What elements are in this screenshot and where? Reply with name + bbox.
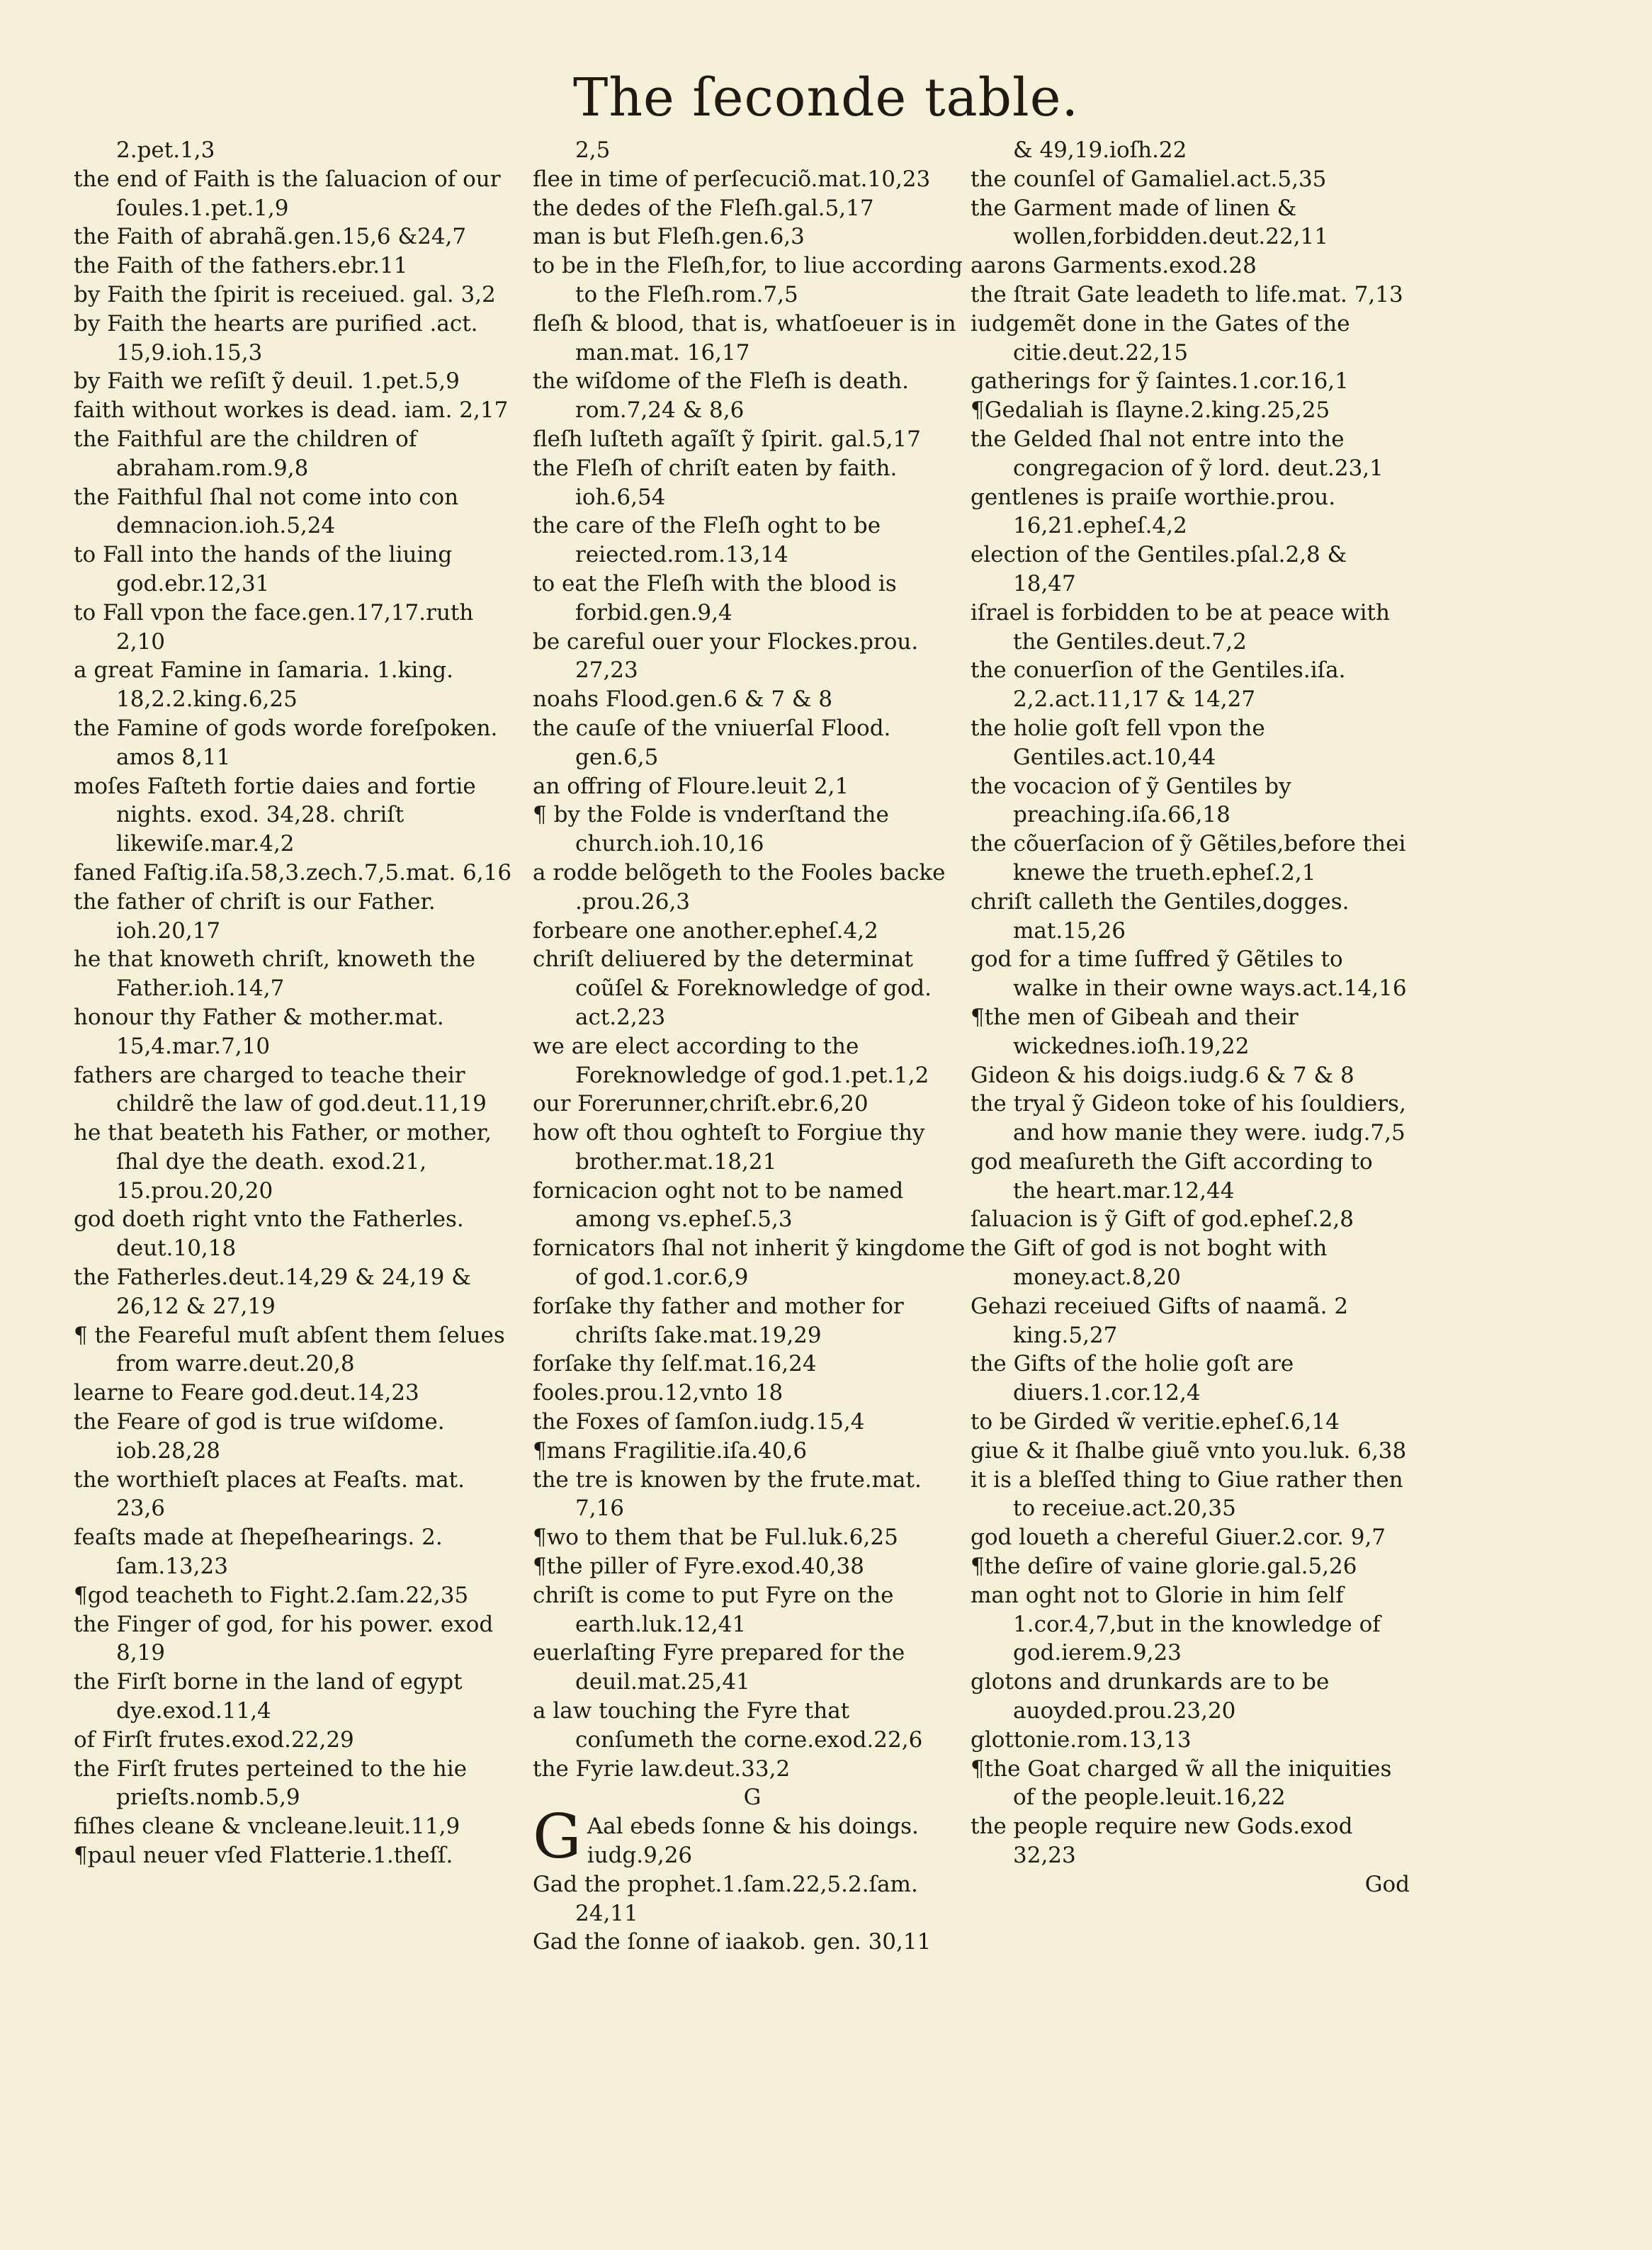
index-entry: an offring of Floure.leuit 2,1	[533, 773, 849, 799]
index-entry: feaſts made at ſhepeſhearings. 2. ſam.13,23	[74, 1525, 443, 1580]
index-entry: ¶the piller of Fyre.exod.40,38	[533, 1554, 864, 1580]
index-entry: god for a time ſuffred ỹ Gẽtiles to walke in their owne ways.act.14,16	[971, 946, 1407, 1002]
index-entry: honour thy Father & mother.mat. 15,4.mar.7,10	[74, 1004, 444, 1059]
index-entry: moſes Faſteth fortie daies and fortie nights. exod. 34,28. chriſt likewiſe.mar.4,2	[74, 773, 476, 857]
index-entry: to Fall vpon the face.gen.17,17.ruth 2,10	[74, 599, 474, 655]
index-entry: ¶mans Fragilitie.iſa.40,6	[533, 1437, 808, 1464]
index-entry: he that knoweth chriſt, knoweth the Father.ioh.14,7	[74, 946, 475, 1002]
section-letter-heading: G	[743, 1785, 762, 1811]
index-entry: chriſt is come to put Fyre on the earth.luk.12,41	[533, 1582, 894, 1637]
index-entry: & 49,19.ioſh.22	[1013, 137, 1187, 163]
index-entry: the holie goſt fell vpon the Gentiles.act.10,44	[971, 715, 1265, 770]
index-entry: god loueth a chereful Giuer.2.cor. 9,7	[971, 1525, 1386, 1551]
index-entry: fornicators ſhal not inherit ỹ kingdome of god.1.cor.6,9	[533, 1236, 966, 1291]
index-entry: God	[1364, 1871, 1410, 1897]
index-entry: iudgemẽt done in the Gates of the citie.deut.22,15	[971, 310, 1350, 366]
index-column-3	[971, 136, 1410, 1899]
index-entry: the Faithful are the children of abraham.rom.9,8	[74, 426, 417, 481]
index-entry: the worthieſt places at Feaſts. mat. 23,6	[74, 1466, 465, 1522]
index-entry: Gad the ſonne of iaakob. gen. 30,11	[533, 1929, 932, 1955]
index-entry: the vocacion of ỹ Gentiles by preaching.iſa.66,18	[971, 773, 1291, 828]
index-entry: ¶the Goat charged w̃ all the iniquities of the people.leuit.16,22	[971, 1756, 1392, 1811]
index-entry: the Fatherles.deut.14,29 & 24,19 & 26,12 & 27,19	[74, 1265, 471, 1319]
index-entry: the Faith of the fathers.ebr.11	[74, 253, 408, 279]
index-entry: glotons and drunkards are to be auoyded.prou.23,20	[971, 1669, 1330, 1724]
index-entry: the conuerſion of the Gentiles.iſa. 2,2.act.11,17 & 14,27	[971, 657, 1346, 713]
index-entry: ¶the men of Gibeah and their wickednes.ioſh.19,22	[971, 1004, 1299, 1059]
index-entry: the Foxes of ſamſon.iudg.15,4	[533, 1409, 865, 1435]
index-entry: to be Girded w̃ veritie.epheſ.6,14	[971, 1409, 1340, 1435]
index-entry: the Feare of god is true wiſdome. iob.28,28	[74, 1409, 445, 1464]
index-entry: he that beateth his Father, or mother, ſhal dye the death. exod.21, 15.prou.20,20	[74, 1120, 492, 1204]
index-entry: a law touching the Fyre that conſumeth the corne.exod.22,6	[533, 1698, 923, 1753]
index-entry: the Fyrie law.deut.33,2	[533, 1756, 791, 1782]
index-entry: the Firſt frutes perteined to the hie prieſts.nomb.5,9	[74, 1756, 468, 1811]
index-entry: ¶ the Feareful muſt abſent them ſelues from warre.deut.20,8	[74, 1322, 505, 1377]
index-entry: the counſel of Gamaliel.act.5,35	[971, 166, 1327, 192]
index-entry: ¶ by the Folde is vnderſtand the church.ioh.10,16	[533, 802, 889, 857]
index-entry: election of the Gentiles.pſal.2,8 & 18,47	[971, 542, 1347, 597]
index-entry: the tre is knowen by the frute.mat. 7,16	[533, 1466, 922, 1522]
index-entry: fiſhes cleane & vncleane.leuit.11,9	[74, 1814, 460, 1840]
index-entry: the father of chriſt is our Father. ioh.20,17	[74, 888, 436, 944]
index-entry: ¶wo to them that be Ful.luk.6,25	[533, 1525, 898, 1551]
index-entry: euerlaſting Fyre prepared for the deuil.mat.25,41	[533, 1640, 905, 1695]
index-entry: the Finger of god, for his power. exod 8,19	[74, 1611, 494, 1666]
index-entry: chriſt deliuered by the determinat coũſel & Foreknowledge of god. act.2,23	[533, 946, 932, 1030]
index-entry: the Firſt borne in the land of egypt dye.exod.11,4	[74, 1669, 463, 1724]
index-entry: fleſh & blood, that is, whatſoeuer is in man.mat. 16,17	[533, 310, 956, 366]
index-entry: gatherings for ỹ ſaintes.1.cor.16,1	[971, 368, 1349, 395]
index-entry: forſake thy father and mother for chriſts ſake.mat.19,29	[533, 1293, 904, 1348]
index-entry: the Faithful ſhal not come into con demnacion.ioh.5,24	[74, 484, 459, 539]
index-entry: Gad the prophet.1.ſam.22,5.2.ſam. 24,11	[533, 1871, 918, 1926]
index-entry: god doeth right vnto the Fatherles. deut.10,18	[74, 1206, 464, 1262]
index-entry: the Gift of god is not boght with money.act.8,20	[971, 1236, 1328, 1291]
index-entry: the wiſdome of the Fleſh is death. rom.7,24 & 8,6	[533, 368, 909, 424]
index-entry: man is but Fleſh.gen.6,3	[533, 224, 805, 250]
index-entry: noahs Flood.gen.6 & 7 & 8	[533, 686, 833, 713]
index-entry: ¶Gedaliah is ſlayne.2.king.25,25	[971, 397, 1330, 424]
index-entry: ſaluacion is ỹ Gift of god.epheſ.2,8	[971, 1206, 1354, 1233]
index-entry: the cauſe of the vniuerſal Flood. gen.6,5	[533, 715, 891, 770]
index-entry: fathers are charged to teache their childrẽ the law of god.deut.11,19	[74, 1062, 487, 1117]
index-entry: glottonie.rom.13,13	[971, 1726, 1192, 1753]
index-entry: by Faith we reſiſt ỹ deuil. 1.pet.5,9	[74, 368, 460, 395]
index-entry: chriſt calleth the Gentiles,dogges. mat.15,26	[971, 888, 1350, 944]
index-entry: ¶the deſire of vaine glorie.gal.5,26	[971, 1554, 1357, 1580]
index-entry: the ſtrait Gate leadeth to life.mat. 7,13	[971, 281, 1403, 307]
index-entry: ¶god teacheth to Fight.2.ſam.22,35	[74, 1582, 469, 1608]
index-entry: by Faith the ſpirit is receiued. gal. 3,2	[74, 281, 496, 307]
index-entry: forbeare one another.epheſ.4,2	[533, 917, 878, 944]
index-entry: the Famine of gods worde foreſpoken. amos 8,11	[74, 715, 498, 770]
index-entry: iſrael is forbidden to be at peace with the Gentiles.deut.7,2	[971, 599, 1390, 655]
index-entry: the Gelded ſhal not entre into the congregacion of ỹ lord. deut.23,1	[971, 426, 1384, 481]
index-entry: the dedes of the Fleſh.gal.5,17	[533, 195, 874, 221]
index-entry: the tryal ỹ Gideon toke of his ſouldiers, and how manie they were. iudg.7,5	[971, 1091, 1406, 1146]
index-entry: learne to Feare god.deut.14,23	[74, 1380, 419, 1406]
index-entry: Gideon & his doigs.iudg.6 & 7 & 8	[971, 1062, 1354, 1088]
index-entry: the Faith of abrahã.gen.15,6 &24,7	[74, 224, 467, 250]
index-entry: by Faith the hearts are purified .act. 15,9.ioh.15,3	[74, 310, 478, 366]
index-entry: giue & it ſhalbe giuẽ vnto you.luk. 6,38	[971, 1437, 1407, 1464]
index-column-1	[74, 136, 513, 1870]
index-entry: Gehazi receiued Gifts of naamã. 2 king.5,27	[971, 1293, 1349, 1348]
index-entry: the Gifts of the holie goſt are diuers.1.cor.12,4	[971, 1351, 1294, 1406]
index-entry: flee in time of perſecuciõ.mat.10,23	[533, 166, 931, 192]
index-entry: 2,5	[575, 137, 611, 163]
index-entry: the Fleſh of chriſt eaten by faith. ioh.6,54	[533, 455, 898, 510]
index-entry: GAal ebeds ſonne & his doings. iudg.9,26	[533, 1802, 919, 1873]
index-entry: our Forerunner,chriſt.ebr.6,20	[533, 1091, 869, 1117]
index-entry: god meaſureth the Gift according to the heart.mar.12,44	[971, 1148, 1373, 1204]
index-entry: it is a bleſſed thing to Giue rather then to receiue.act.20,35	[971, 1466, 1403, 1522]
index-entry: forſake thy ſelf.mat.16,24	[533, 1351, 817, 1377]
index-entry: faned Faſtig.iſa.58,3.zech.7,5.mat. 6,16	[74, 859, 512, 886]
index-entry: fornicacion oght not to be named among vs.epheſ.5,3	[533, 1177, 904, 1233]
index-entry: to Fall into the hands of the liuing god.ebr.12,31	[74, 542, 453, 597]
index-entry: fooles.prou.12,vnto 18	[533, 1380, 783, 1406]
index-entry: a rodde belõgeth to the Fooles backe .prou.26,3	[533, 859, 946, 915]
index-column-2	[533, 136, 972, 1957]
index-entry: of Firſt frutes.exod.22,29	[74, 1726, 354, 1753]
index-entry: the people require new Gods.exod 32,23	[971, 1814, 1353, 1869]
index-entry: the cõuerſacion of ỹ Gẽtiles,before thei knewe the trueth.epheſ.2,1	[971, 831, 1406, 886]
index-entry: 2.pet.1,3	[116, 137, 215, 163]
index-entry: ¶paul neuer vſed Flatterie.1.theſſ.	[74, 1843, 453, 1869]
index-entry: to eat the Fleſh with the blood is forbid.gen.9,4	[533, 570, 897, 626]
index-entry: gentlenes is praiſe worthie.prou. 16,21.epheſ.4,2	[971, 484, 1336, 539]
index-entry: faith without workes is dead. iam. 2,17	[74, 397, 509, 424]
index-entry: a great Famine in ſamaria. 1.king. 18,2.2.king.6,25	[74, 657, 453, 713]
index-entry: how oft thou oghteſt to Forgiue thy brother.mat.18,21	[533, 1120, 925, 1175]
index-entry: the end of Faith is the ſaluacion of our ſoules.1.pet.1,9	[74, 166, 501, 221]
index-entry: we are elect according to the Foreknowledge of god.1.pet.1,2	[533, 1033, 929, 1088]
page-title: The ſeconde table.	[572, 67, 1080, 128]
index-entry: aarons Garments.exod.28	[971, 253, 1257, 279]
index-entry: fleſh luſteth agaĩſt ỹ ſpirit. gal.5,17	[533, 426, 921, 452]
index-entry: man oght not to Glorie in him ſelf 1.cor.4,7,but in the knowledge of god.ierem.9,23	[971, 1582, 1381, 1666]
index-entry: to be in the Fleſh,for, to liue according to the Fleſh.rom.7,5	[533, 253, 963, 307]
index-entry: the Garment made of linen & wollen,forbidden.deut.22,11	[971, 195, 1328, 250]
index-entry: the care of the Fleſh oght to be reiected.rom.13,14	[533, 513, 881, 568]
index-entry: be careful ouer your Flockes.prou. 27,23	[533, 628, 919, 684]
